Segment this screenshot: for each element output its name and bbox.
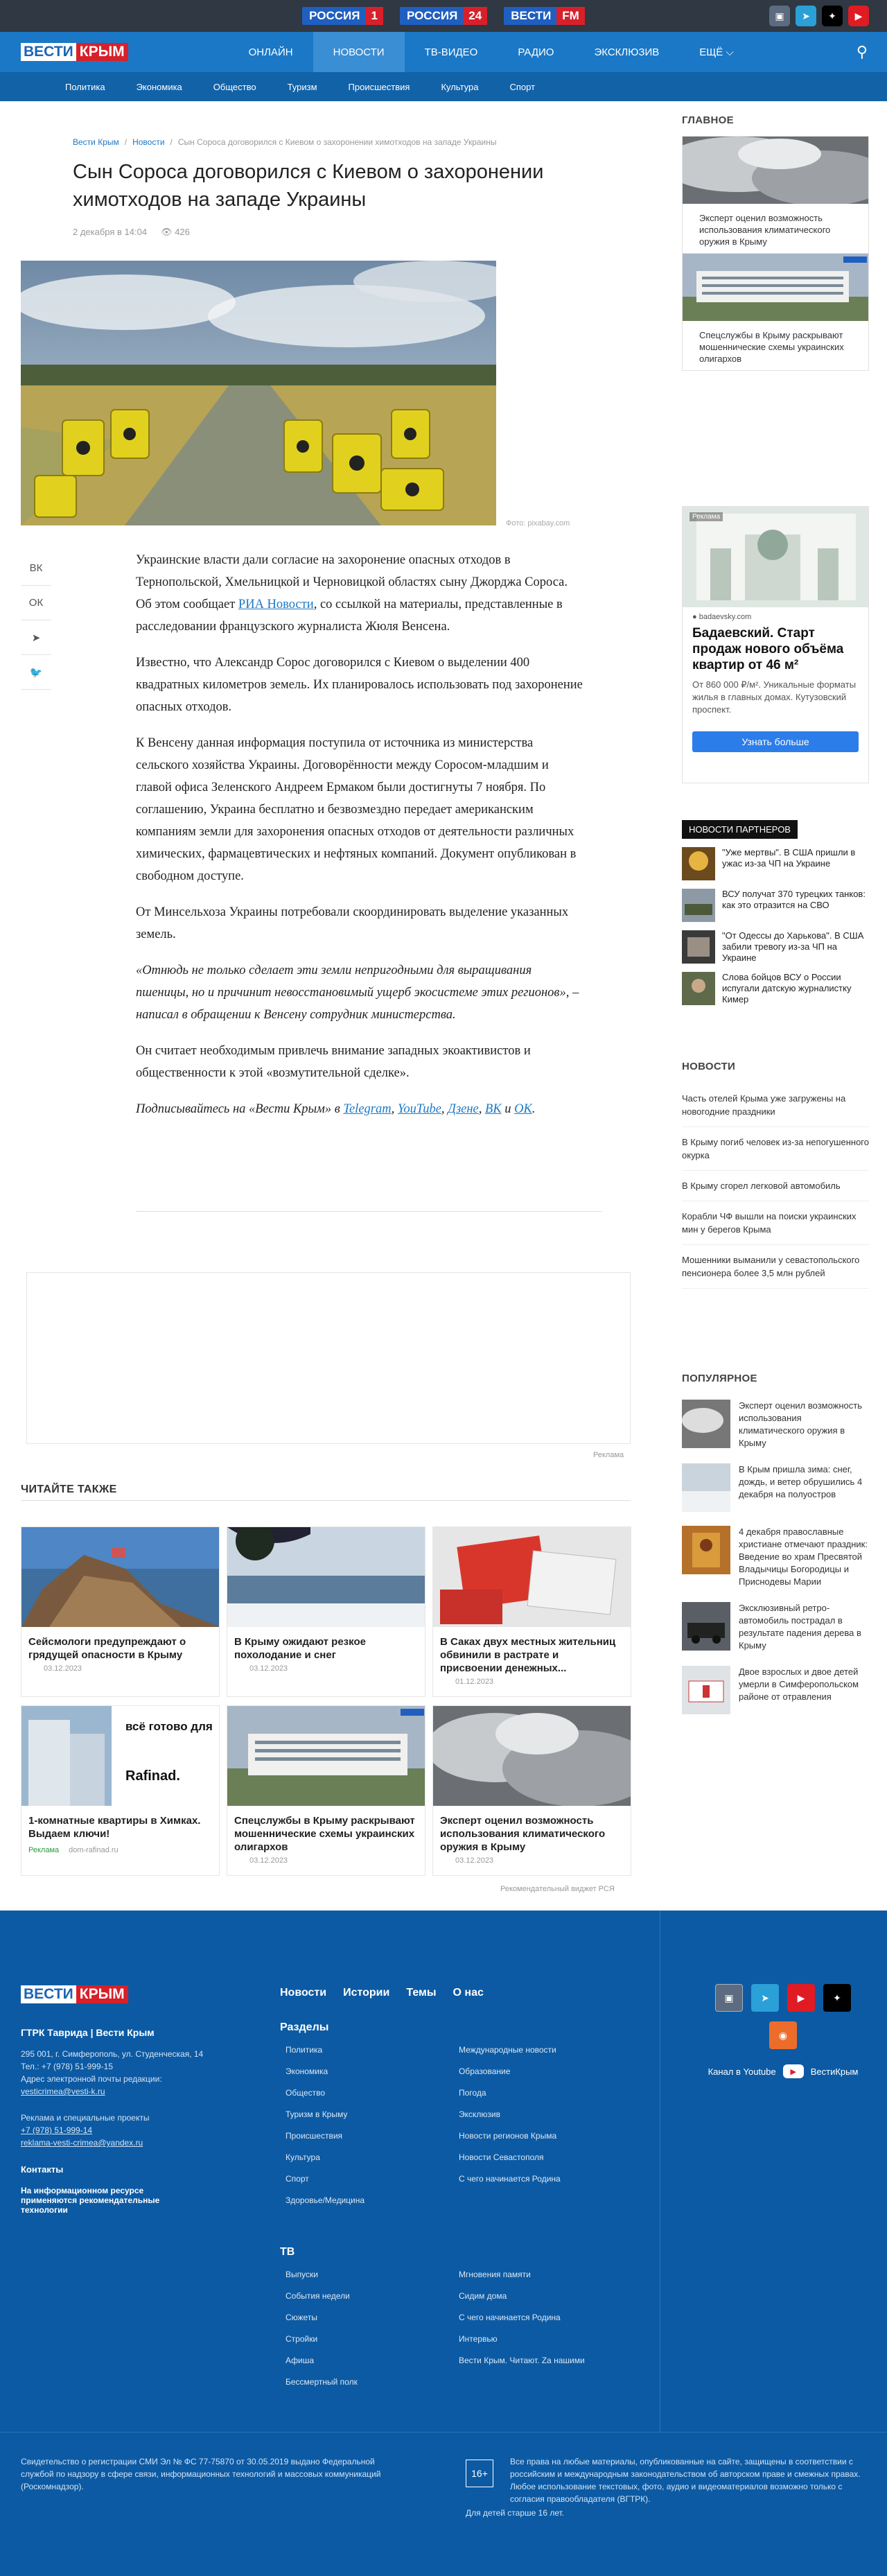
ad-text: От 860 000 ₽/м². Уникальные форматы жилья в главных домах. Кутузовский проспект. [692,679,857,715]
footer-link[interactable]: Туризм в Крыму [286,2109,348,2119]
tv-left [286,2270,358,2387]
sidebar-heading: НОВОСТИ [682,1061,736,1072]
vk-icon[interactable]: ВК [21,551,51,586]
ad-card[interactable] [21,1705,220,1876]
phone: Тел.: +7 (978) 51-999-15 [21,2062,114,2071]
breadcrumb-current: Сын Сороса договорился с Киевом о захоронении химотходов на западе Украины [177,137,497,147]
rss-icon[interactable]: ◉ [769,2021,797,2049]
paragraph: К Венсену данная информация поступила от источника из министерства сельского хозяйства Украины. Договорённости между Соросом-младшим и главой офиса Зеленского Андреем Ермаком были достигнуты 7 ноября. По соглашению, Украина бесплатно и безвозмездно передает американским компаниям земли для захоронения опасных отходов от деятельности различных химических, фармацевтических и нефтяных компаний. Документ опубликован в свободном доступе. [136,736,577,883]
partner-title: "Уже мертвы". В США пришли в ужас из-за ЧП на Украине [722,847,856,869]
telegram-icon[interactable]: ➤ [796,6,816,26]
ad-meta [21,1840,219,1860]
footer-link[interactable]: Выпуски [286,2270,318,2279]
address: 295 001, г. Симферополь, ул. Студенческая, 14 [21,2049,204,2059]
article-title: Сын Сороса договорился с Киевом о захоронении химотходов на западе Украины [73,161,544,211]
dzen-link[interactable]: Дзене [448,1102,479,1116]
channel-name: ВЕСТИ [511,9,552,22]
sidebar-news [682,1061,869,1289]
footer-link[interactable]: Афиша [286,2356,315,2365]
subnav-item[interactable]: Общество [213,81,256,92]
popular-image [682,1602,730,1651]
site-logo[interactable] [21,43,128,61]
youtube-icon[interactable]: ▶ [848,6,869,26]
views-count [161,227,190,238]
footer-link[interactable]: Стройки [286,2334,318,2344]
card-image [21,1527,219,1627]
sub-nav [0,72,887,101]
breadcrumb-link[interactable]: Новости [132,137,165,147]
logo-part: ВЕСТИ [21,1985,76,2003]
popular-image [682,1400,730,1448]
partner-title: "От Одессы до Харькова". В США забили тревогу из-за ЧП на Украине [722,930,864,963]
partner-item[interactable] [682,930,869,964]
ad-domain [692,613,859,621]
footer-link[interactable]: Интервью [459,2334,498,2344]
sidebar-heading: ГЛАВНОЕ [682,114,734,126]
channel-vestifm[interactable] [504,7,585,25]
card-date: 01.12.2023 [455,1678,494,1686]
social-row [700,1984,866,2012]
popular-title: В Крым пришла зима: снег, дождь, и ветер обрушились 4 декабря на полуостров [739,1464,863,1499]
popular-item[interactable] [682,1400,869,1450]
main-nav [229,32,754,72]
card-title: В Крыму ожидают резкое похолодание и снег [234,1636,366,1661]
article-body [136,549,585,1134]
footer-link[interactable]: Темы [406,1987,437,1999]
divider [136,1211,601,1212]
footer-social [700,1984,866,2078]
ad-label: Реклама [690,512,723,521]
popular-image [682,1526,730,1574]
breadcrumb-sep: / [124,137,128,147]
sep: . [532,1102,536,1116]
card-title: Сейсмологи предупреждают о грядущей опасности в Крыму [28,1636,186,1661]
eye-icon: 👁 [161,227,175,237]
card-title: 1-комнатные квартиры в Химках. Выдаем ключи! [28,1815,201,1840]
sidebar-card[interactable] [682,136,869,254]
ads-phone[interactable]: +7 (978) 51-999-14 [21,2125,93,2135]
partner-item[interactable] [682,972,869,1005]
ok-link[interactable]: ОК [514,1102,532,1116]
subnav-item[interactable]: Политика [65,81,105,92]
footer-link[interactable]: Международные новости [459,2045,556,2055]
read-also-card[interactable] [432,1526,631,1697]
card-image [21,1706,219,1806]
channel-num: 24 [463,7,487,25]
card-image [683,137,868,204]
news-item[interactable]: В Крыму погиб человек из-за непогушенного окурка [682,1127,869,1171]
vk-link[interactable]: ВК [485,1102,502,1116]
partner-image [682,889,715,922]
subnav-item[interactable]: Культура [441,81,479,92]
company-name: ГТРК Таврида | Вести Крым [21,2027,155,2038]
partner-image [682,930,715,964]
ad-slot[interactable] [26,1272,631,1444]
quote: «Отнюдь не только сделает эти земли непригодными для выращивания пшеницы, но и причинит невосстановимый ущерб экосистеме этих регионов», – написал в обращении к Венсену сотрудник министерства. [136,964,579,1022]
card-title: Спецслужбы в Крыму раскрывают мошеннические схемы украинских олигархов [699,330,844,364]
ad-source: dom-rafinad.ru [69,1846,118,1854]
telegram-icon[interactable]: ➤ [751,1984,779,2012]
sidebar-main [682,114,869,371]
site-header [0,32,887,72]
sep: , [391,1102,398,1116]
read-also-card[interactable] [227,1526,425,1697]
footer-link[interactable]: Здоровье/Медицина [286,2195,365,2205]
ads-email[interactable]: reklama-vesti-crimea@yandex.ru [21,2138,143,2148]
channel-russia24[interactable] [400,7,487,25]
youtube-name: ВестиКрым [810,2066,859,2077]
email-link[interactable]: vesticrimea@vesti-k.ru [21,2087,105,2096]
nav-online[interactable]: ОНЛАЙН [248,46,293,58]
tv-right [459,2270,585,2365]
footer-link[interactable]: Истории [343,1987,390,1999]
youtube-channel[interactable] [700,2064,866,2078]
read-also-heading: ЧИТАЙТЕ ТАКЖЕ [21,1483,117,1495]
subscribe-line [136,1098,585,1120]
youtube-icon: ▶ [783,2064,804,2078]
text: Подписывайтесь на «Вести Крым» в [136,1102,344,1116]
footer-link[interactable]: Бессмертный полк [286,2377,358,2387]
ad-title: Бадаевский. Старт продаж нового объёма квартир от 46 м² [692,626,844,672]
footer-link[interactable]: Эксклюзив [459,2109,500,2119]
popular-title: 4 декабря православные христиане отмечают праздник: Введение во храм Пресвятой Владычицы Богородицы и Приснодевы Марии [739,1526,868,1587]
search-icon[interactable]: ⚲ [856,43,868,60]
text: , со ссылкой на материалы, представленные в расследовании французского журналиста Жюля Венсена. [136,598,563,634]
sidebar-partners [682,820,869,1013]
age-note: Для детей старше 16 лет. [466,2508,565,2518]
footer-link[interactable]: Образование [459,2066,511,2076]
channel-num: 1 [365,7,383,25]
footer-top-links [280,1987,484,1999]
sep: и [501,1102,515,1116]
news-item[interactable]: В Крыму сгорел легковой автомобиль [682,1171,869,1201]
twitter-icon[interactable]: 🐦 [21,655,51,690]
card-date: 03.12.2023 [249,1664,288,1673]
email-label: Адрес электронной почты редакции: [21,2074,162,2084]
partners-list [682,847,869,1005]
subnav-item[interactable]: Происшествия [348,81,410,92]
card-image [683,254,868,321]
popular-image [682,1666,730,1714]
breadcrumb-link[interactable]: Вести Крым [73,137,119,147]
paragraph [136,549,585,638]
youtube-label: Канал в Youtube [708,2066,776,2077]
article-date: 2 декабря в 14:04 [73,227,148,237]
partner-item[interactable] [682,889,869,922]
sidebar-popular [682,1373,869,1728]
article-meta [73,227,190,238]
footer-logo[interactable] [21,1985,128,2003]
dzen-icon[interactable]: ✦ [822,6,843,26]
telegram-link[interactable]: Telegram [343,1102,392,1116]
sidebar-ad[interactable] [682,506,869,783]
ria-link[interactable]: РИА Новости [238,598,314,611]
card-image [433,1706,631,1806]
card-image [227,1527,425,1627]
social-row [700,2021,866,2049]
subnav-item[interactable]: Туризм [287,81,317,92]
news-item[interactable]: Мошенники выманили у севастопольского пенсионера более 3,5 млн рублей [682,1245,869,1289]
popular-item[interactable] [682,1666,869,1714]
footer-link[interactable]: Культура [286,2152,320,2162]
footer-link[interactable]: О нас [453,1987,484,1999]
nav-tv-video[interactable]: ТВ-ВИДЕО [424,46,478,58]
nav-news[interactable]: НОВОСТИ [313,32,405,72]
site-footer [0,1911,887,2576]
card-date: 03.12.2023 [44,1664,82,1673]
channel-num: FM [556,7,585,25]
top-social [769,6,869,26]
nav-radio[interactable]: РАДИО [518,46,554,58]
card-title: Спецслужбы в Крыму раскрывают мошеннические схемы украинских олигархов [234,1815,415,1853]
divider [21,1500,631,1501]
ad-tag: Реклама [28,1846,60,1854]
popular-item[interactable] [682,1602,869,1652]
ad-image-text: всё готово для [125,1720,213,1733]
ok-icon[interactable]: ОК [21,586,51,620]
channel-name: РОССИЯ [406,9,458,22]
vk-icon[interactable]: ▣ [769,6,790,26]
share-bar [21,551,51,690]
popular-title: Двое взрослых и двое детей умерли в Симферопольском районе от отравления [739,1666,859,1702]
ad-label: Реклама [593,1451,624,1459]
footer-link[interactable]: С чего начинается Родина [459,2174,561,2184]
logo-part: КРЫМ [76,1985,128,2003]
footer-link[interactable]: Происшествия [286,2131,343,2141]
sidebar-card[interactable] [682,254,869,371]
partner-item[interactable] [682,847,869,880]
tv-heading: ТВ [280,2246,295,2258]
footer-link[interactable]: С чего начинается Родина [459,2313,561,2322]
card-date: 03.12.2023 [455,1856,494,1865]
subnav-item[interactable]: Экономика [136,81,182,92]
paragraph: Он считает необходимым привлечь внимание западных экоактивистов и общественности к этой «возмутительной сделке». [136,1044,531,1080]
card-title: Эксперт оценил возможность использования климатического оружия в Крыму [440,1815,606,1853]
popular-image [682,1463,730,1512]
youtube-icon[interactable]: ▶ [787,1984,815,2012]
ad-image [683,507,868,607]
partner-title: Слова бойцов ВСУ о России испугали датскую журналистку Кимер [722,972,852,1004]
read-also-card[interactable] [21,1526,220,1697]
brand-icon: ● [692,613,699,621]
article-photo [21,261,496,525]
news-item[interactable]: Корабли ЧФ вышли на поиски украинских мин у берегов Крыма [682,1201,869,1245]
breadcrumb-sep: / [170,137,173,147]
partners-heading: НОВОСТИ ПАРТНЕРОВ [682,820,798,839]
subnav-item[interactable]: Спорт [509,81,536,92]
nav-exclusive[interactable]: ЭКСКЛЮЗИВ [594,46,660,58]
sep: , [478,1102,486,1116]
news-list [682,1084,869,1289]
age-rating: 16+ [466,2460,493,2487]
footer-link[interactable]: Новости Севастополя [459,2152,544,2162]
read-also-card[interactable] [227,1705,425,1876]
footer-link[interactable]: Общество [286,2088,326,2098]
breadcrumb [73,137,497,147]
card-image [227,1706,425,1806]
partner-image [682,972,715,1005]
ads-label: Реклама и специальные проекты [21,2113,150,2123]
sep: , [441,1102,448,1116]
footer-link[interactable]: Новости [280,1987,327,1999]
footer-link[interactable]: Сидим дома [459,2291,507,2301]
popular-item[interactable] [682,1463,869,1512]
footer-link[interactable]: Политика [286,2045,323,2055]
channel-name: РОССИЯ [309,9,360,22]
footer-link[interactable]: Спорт [286,2174,309,2184]
logo-part: ВЕСТИ [21,43,76,61]
widget-label: Рекомендательный виджет РСЯ [500,1885,615,1893]
news-item[interactable]: Часть отелей Крыма уже загружены на новогодние праздники [682,1084,869,1127]
nav-more[interactable]: ЕЩЁ ⌵ [699,46,734,58]
ad-button[interactable]: Узнать больше [692,731,859,752]
channels-bar [0,0,887,32]
footer-link[interactable]: Экономика [286,2066,328,2076]
views-value: 426 [175,227,190,237]
vk-icon[interactable]: ▣ [715,1984,743,2012]
card-title: Эксперт оценил возможность использования климатического оружия в Крыму [699,213,831,247]
telegram-icon[interactable]: ➤ [21,620,51,655]
youtube-link[interactable]: YouTube [397,1102,441,1116]
sections-left [286,2045,365,2205]
partner-image [682,847,715,880]
dzen-icon[interactable]: ✦ [823,1984,851,2012]
photo-credit: Фото: pixabay.com [506,519,570,528]
contacts-link[interactable]: Контакты [21,2164,64,2175]
footer-link[interactable]: События недели [286,2291,350,2301]
ad-content [683,607,868,758]
logo-part: КРЫМ [76,43,128,61]
popular-list [682,1400,869,1714]
sections-heading: Разделы [280,2021,329,2033]
rights-text: Все права на любые материалы, опубликованные на сайте, защищены в соответствии с российским и международным законодательством об авторском праве и смежных правах. Любое использование текстовых, фото, аудио и видеоматериалов возможно только с согласия правообладателя (ВГТРК). [510,2457,861,2504]
footer-link[interactable]: Вести Крым. Читают. Za нашими [459,2356,585,2365]
sidebar-heading: ПОПУЛЯРНОЕ [682,1373,757,1384]
card-image [433,1527,631,1627]
footer-link[interactable]: Погода [459,2088,486,2098]
footer-contacts [21,2027,222,2215]
footer-link[interactable]: Мгновения памяти [459,2270,531,2279]
rec-tech-note[interactable]: На информационном ресурсе применяются рекомендательные технологии [21,2186,160,2215]
card-date: 03.12.2023 [249,1856,288,1865]
license-text: Свидетельство о регистрации СМИ Эл № ФС 77-75870 от 30.05.2019 выдано Федеральной службой по надзору в сфере связи, информационных технологий и массовых коммуникаций (Роскомнадзор). [21,2457,381,2491]
ad-image-brand: Rafinad. [125,1768,180,1784]
footer-link[interactable]: Новости регионов Крыма [459,2131,557,2141]
channel-russia1[interactable] [302,7,383,25]
text: Украинские власти дали согласие на захоронение опасных отходов в Тернопольской, Хмельницкой и Черновицкой областях сыну Джорджа Сороса. Об этом сообщает [136,553,568,611]
popular-title: Эксперт оценил возможность использования климатического оружия в Крыму [739,1400,863,1448]
popular-title: Эксклюзивный ретро-автомобиль пострадал в результате падения дерева в Крыму [739,1603,861,1651]
paragraph: От Минсельхоза Украины потребовали скоординировать выделение указанных земель. [136,905,569,941]
popular-item[interactable] [682,1526,869,1588]
footer-divider [0,2432,887,2433]
read-also-card[interactable] [432,1705,631,1876]
paragraph: Известно, что Александр Сорос договорился с Киевом о выделении 400 квадратных километров земель. Их планировалось использовать под захоронение опасных отходов. [136,656,583,714]
sections-right [459,2045,561,2184]
card-title: В Саках двух местных жительниц обвинили в растрате и присвоении денежных... [440,1636,616,1674]
partner-title: ВСУ получат 370 турецких танков: как это отразится на СВО [722,889,866,910]
domain-text: badaevsky.com [699,613,752,621]
footer-link[interactable]: Сюжеты [286,2313,317,2322]
